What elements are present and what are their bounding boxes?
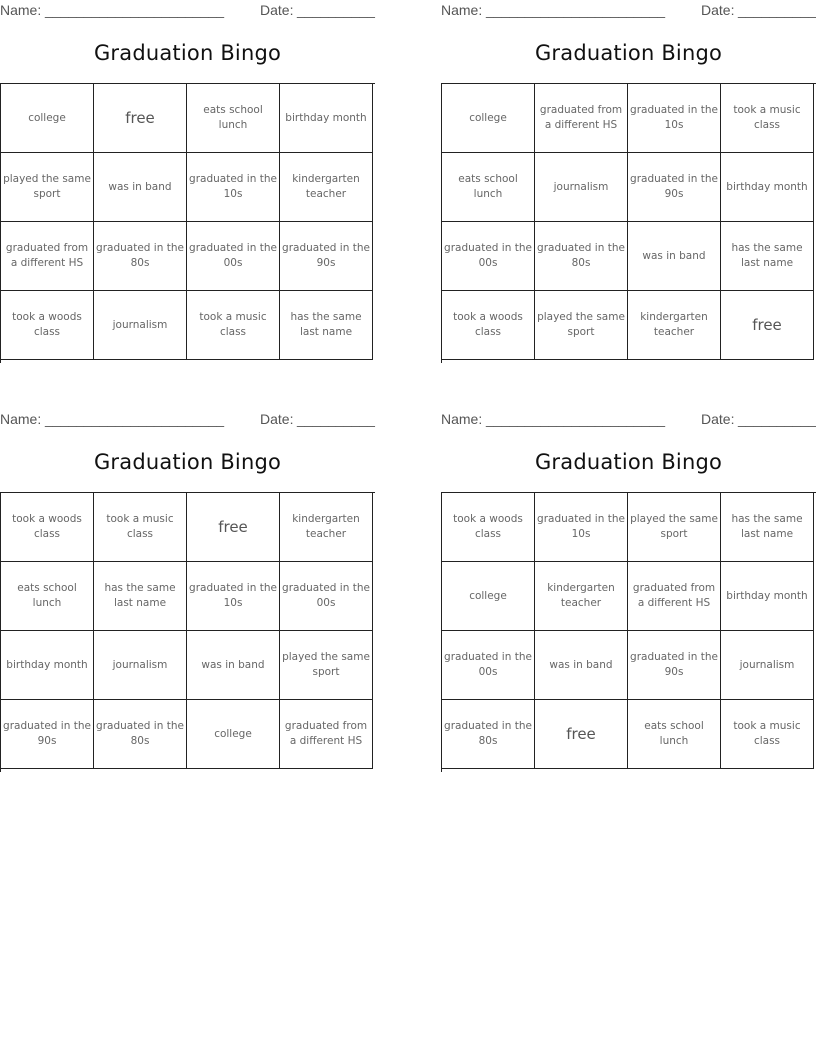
date-field[interactable]: __________ [738,411,816,427]
bingo-cell[interactable]: played the same sport [280,631,373,700]
card-title: Graduation Bingo [534,41,723,65]
bingo-cell[interactable]: took a woods class [442,493,535,562]
free-space-cell[interactable]: free [721,291,814,360]
date-label: Date: [260,411,294,427]
name-label: Name: [441,411,483,427]
bingo-cell[interactable]: eats school lunch [1,562,94,631]
bingo-cell[interactable]: graduated in the 10s [187,153,280,222]
name-field[interactable]: _______________________ [45,411,225,427]
bingo-cell[interactable]: graduated from a different HS [280,700,373,769]
date-field[interactable]: __________ [297,411,375,427]
bingo-cell[interactable]: birthday month [721,153,814,222]
bingo-cell[interactable]: graduated in the 80s [442,700,535,769]
bingo-cell[interactable]: played the same sport [628,493,721,562]
bingo-cell[interactable]: eats school lunch [628,700,721,769]
bingo-cell[interactable]: graduated in the 00s [280,562,373,631]
bingo-cell[interactable]: took a woods class [442,291,535,360]
bingo-cell[interactable]: played the same sport [1,153,94,222]
bingo-cell[interactable]: graduated in the 80s [94,222,187,291]
name-field[interactable]: _______________________ [45,2,225,18]
bingo-cell[interactable]: college [442,84,535,153]
bingo-cell[interactable]: birthday month [280,84,373,153]
bingo-cell[interactable]: took a woods class [1,493,94,562]
bingo-card [441,0,816,372]
bingo-cell[interactable]: played the same sport [535,291,628,360]
name-label: Name: [0,411,42,427]
bingo-cell[interactable]: graduated in the 90s [1,700,94,769]
bingo-cell[interactable]: graduated in the 00s [442,631,535,700]
bingo-cell[interactable]: journalism [94,631,187,700]
name-label: Name: [0,2,42,18]
bingo-cell[interactable]: kindergarten teacher [535,562,628,631]
bingo-cell[interactable]: took a music class [721,84,814,153]
card-title: Graduation Bingo [93,41,282,65]
bingo-cell[interactable]: eats school lunch [442,153,535,222]
bingo-grid [0,492,375,772]
date-label: Date: [260,2,294,18]
bingo-cell[interactable]: birthday month [721,562,814,631]
bingo-cell[interactable]: kindergarten teacher [280,493,373,562]
bingo-cell[interactable]: graduated in the 10s [187,562,280,631]
bingo-cell[interactable]: was in band [94,153,187,222]
bingo-card [0,0,375,372]
name-label: Name: [441,2,483,18]
name-date-line [441,2,816,20]
bingo-cell[interactable]: college [187,700,280,769]
bingo-cell[interactable]: college [1,84,94,153]
bingo-cell[interactable]: took a music class [721,700,814,769]
bingo-cell[interactable]: graduated from a different HS [535,84,628,153]
bingo-cell[interactable]: graduated in the 90s [280,222,373,291]
card-title: Graduation Bingo [93,450,282,474]
card-title: Graduation Bingo [534,450,723,474]
bingo-cell[interactable]: journalism [721,631,814,700]
bingo-cell[interactable]: was in band [628,222,721,291]
free-space-cell[interactable]: free [187,493,280,562]
bingo-cell[interactable]: journalism [94,291,187,360]
bingo-cell[interactable]: was in band [187,631,280,700]
bingo-cell[interactable]: birthday month [1,631,94,700]
bingo-cell[interactable]: has the same last name [94,562,187,631]
bingo-card [441,409,816,781]
name-date-line [441,411,816,429]
free-space-cell[interactable]: free [94,84,187,153]
bingo-cell[interactable]: graduated from a different HS [628,562,721,631]
bingo-cell[interactable]: graduated in the 00s [442,222,535,291]
bingo-cell[interactable]: graduated from a different HS [1,222,94,291]
date-field[interactable]: __________ [297,2,375,18]
bingo-cell[interactable]: eats school lunch [187,84,280,153]
bingo-cell[interactable]: took a woods class [1,291,94,360]
bingo-cell[interactable]: graduated in the 90s [628,153,721,222]
bingo-cell[interactable]: journalism [535,153,628,222]
bingo-cell[interactable]: has the same last name [280,291,373,360]
bingo-cell[interactable]: was in band [535,631,628,700]
bingo-cell[interactable]: kindergarten teacher [628,291,721,360]
bingo-grid [0,83,375,363]
bingo-cell[interactable]: graduated in the 10s [535,493,628,562]
free-space-cell[interactable]: free [535,700,628,769]
bingo-cell[interactable]: graduated in the 80s [535,222,628,291]
bingo-grid [441,83,816,363]
name-field[interactable]: _______________________ [486,411,666,427]
bingo-cell[interactable]: took a music class [187,291,280,360]
date-label: Date: [701,2,735,18]
bingo-cell[interactable]: college [442,562,535,631]
name-field[interactable]: _______________________ [486,2,666,18]
bingo-cell[interactable]: graduated in the 10s [628,84,721,153]
name-date-line [0,411,375,429]
bingo-cell[interactable]: graduated in the 00s [187,222,280,291]
bingo-cell[interactable]: has the same last name [721,493,814,562]
bingo-cell[interactable]: has the same last name [721,222,814,291]
bingo-grid [441,492,816,772]
bingo-cell[interactable]: graduated in the 80s [94,700,187,769]
date-field[interactable]: __________ [738,2,816,18]
bingo-card [0,409,375,781]
name-date-line [0,2,375,20]
bingo-cell[interactable]: graduated in the 90s [628,631,721,700]
bingo-cell[interactable]: kindergarten teacher [280,153,373,222]
date-label: Date: [701,411,735,427]
bingo-cell[interactable]: took a music class [94,493,187,562]
